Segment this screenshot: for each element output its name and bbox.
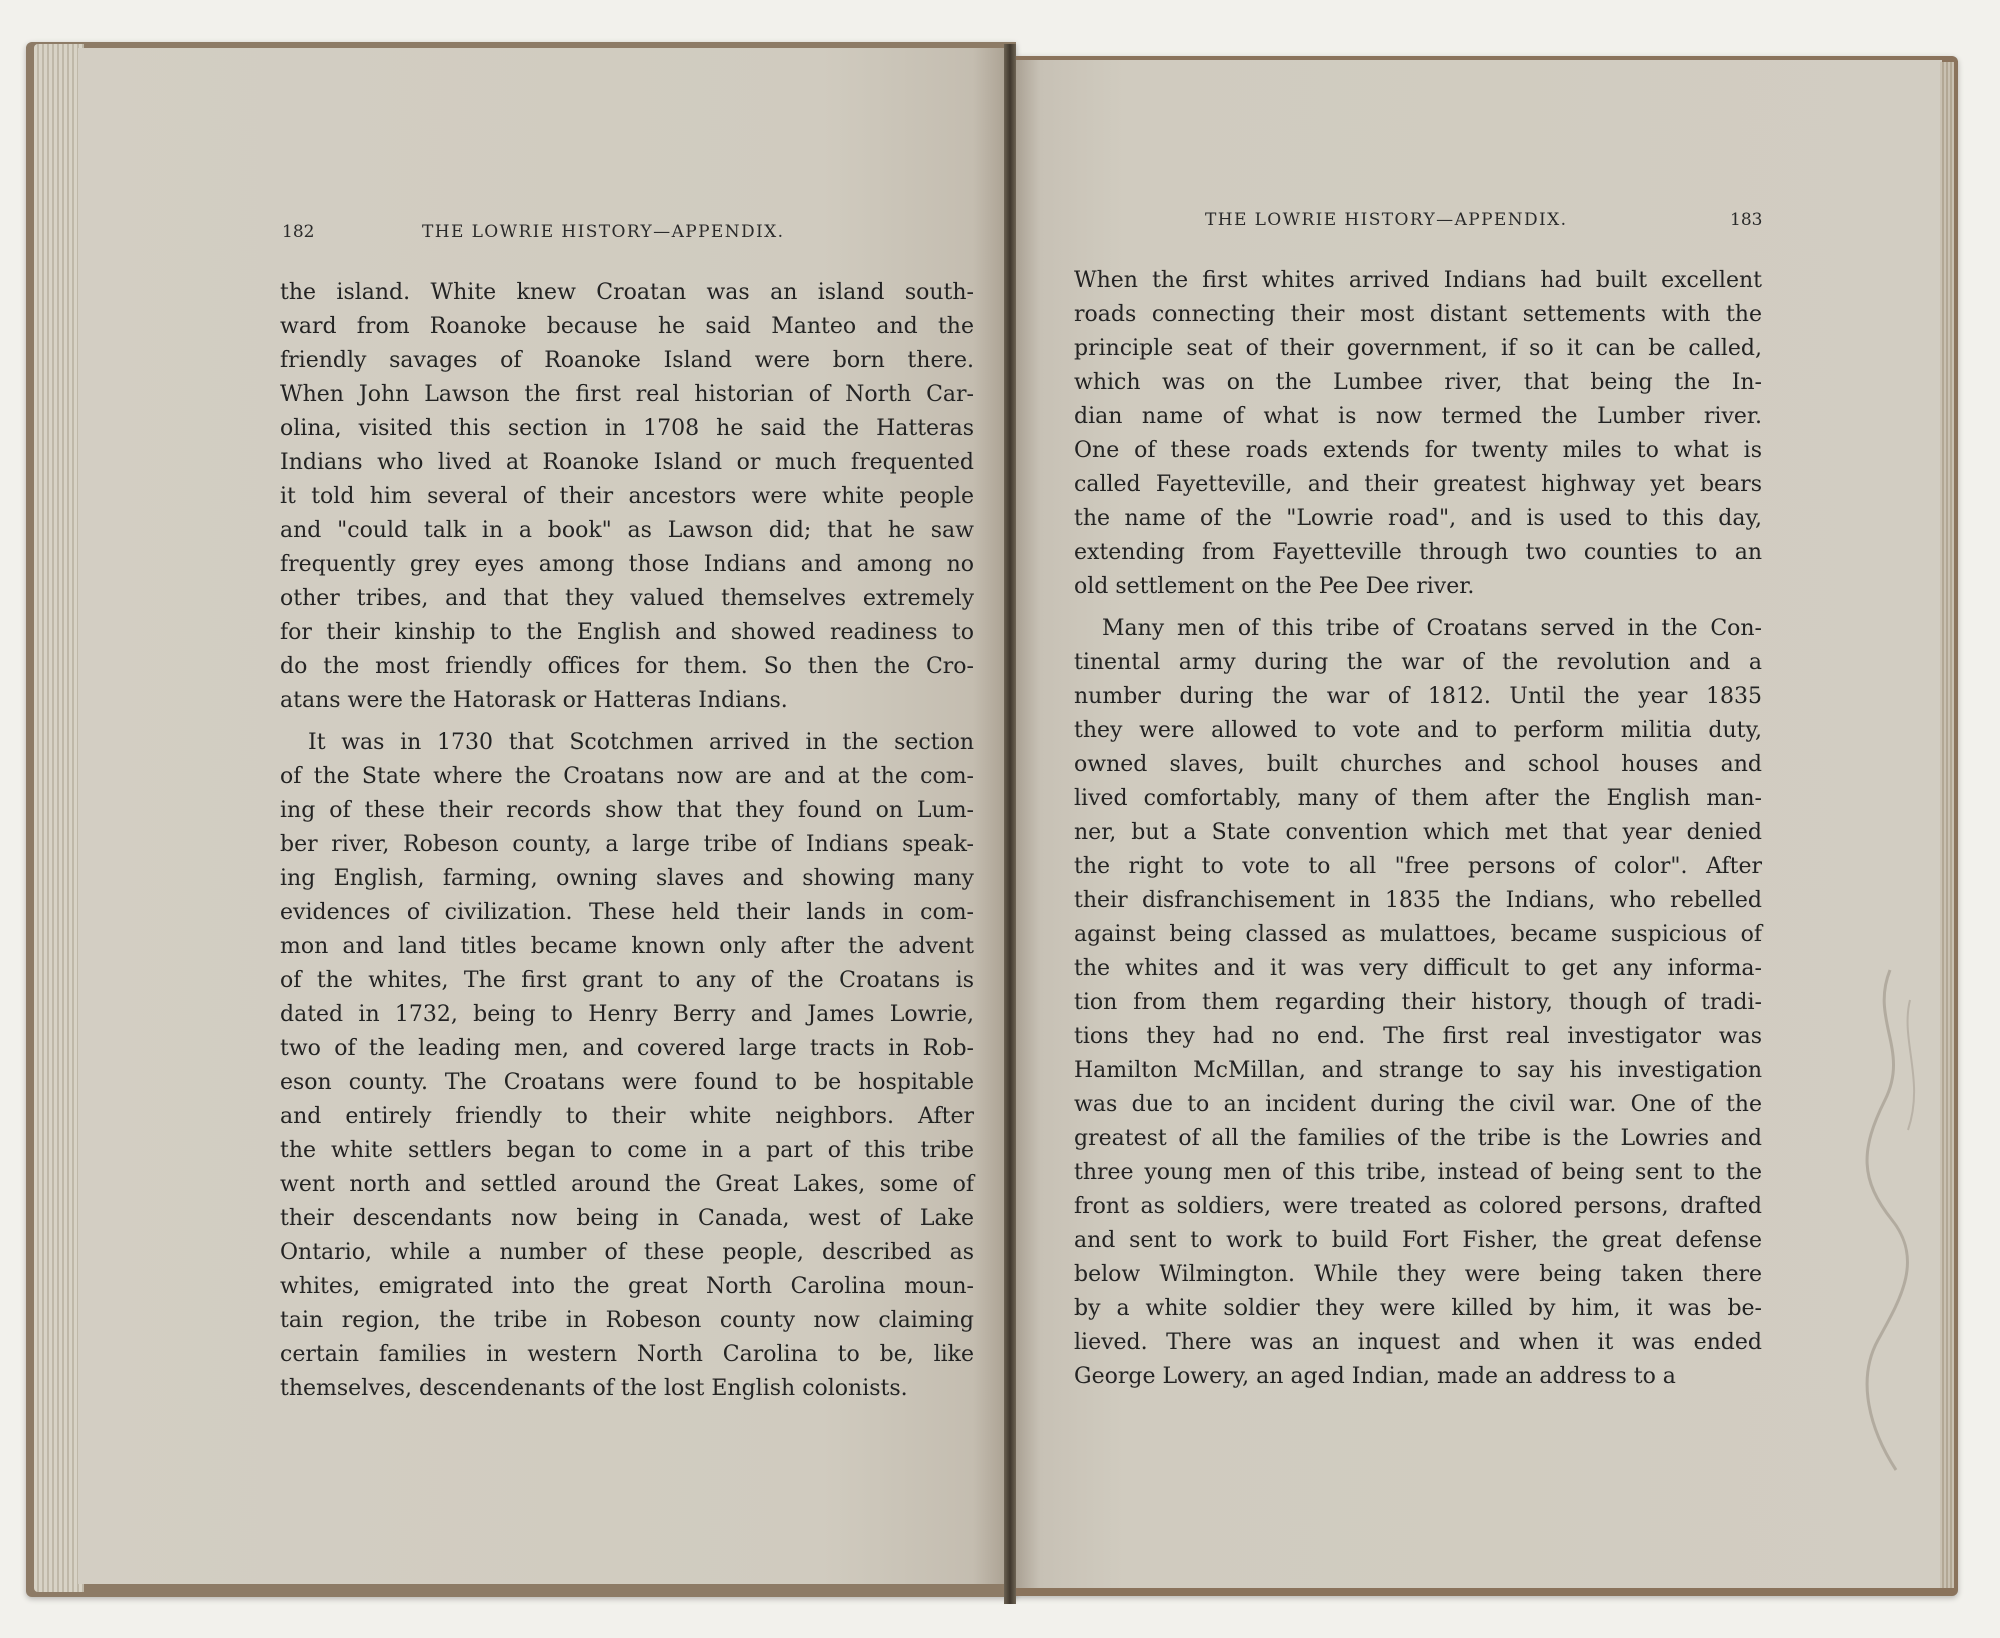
text-line: which was on the Lumbee river, that being the In- xyxy=(1074,370,1762,395)
text-line: called Fayetteville, and their greatest highway yet bears xyxy=(1074,472,1762,497)
left-page-number: 182 xyxy=(282,222,315,242)
text-line: their disfranchisement in 1835 the Indians, who rebelled xyxy=(1074,888,1762,913)
text-line: Indians who lived at Roanoke Island or much frequented xyxy=(280,450,974,475)
text-line: themselves, descendenants of the lost English colonists. xyxy=(280,1376,908,1401)
text-line: When the first whites arrived Indians had built excellent xyxy=(1074,268,1762,293)
text-line: ing of these their records show that they found on Lum- xyxy=(280,798,974,823)
text-line: lived comfortably, many of them after the English man- xyxy=(1074,786,1762,811)
text-line: tinental army during the war of the revolution and a xyxy=(1074,650,1762,675)
text-line: old settlement on the Pee Dee river. xyxy=(1074,574,1475,599)
text-line: for their kinship to the English and showed readiness to xyxy=(280,620,974,645)
text-line: the right to vote to all "free persons of color". After xyxy=(1074,854,1762,879)
text-line: tion from them regarding their history, though of tradi- xyxy=(1074,990,1762,1015)
text-line: Ontario, while a number of these people, described as xyxy=(280,1240,974,1265)
text-line: number during the war of 1812. Until the year 1835 xyxy=(1074,684,1762,709)
text-line: the island. White knew Croatan was an island south- xyxy=(280,280,974,305)
text-line: of the whites, The first grant to any of the Croatans is xyxy=(280,968,974,993)
text-line: ward from Roanoke because he said Manteo and the xyxy=(280,314,974,339)
text-line: the whites and it was very difficult to get any informa- xyxy=(1074,956,1762,981)
text-line: the white settlers began to come in a part of this tribe xyxy=(280,1138,974,1163)
text-line: whites, emigrated into the great North Carolina moun- xyxy=(280,1274,974,1299)
right-page-body xyxy=(1074,264,1762,1394)
text-line: they were allowed to vote and to perform militia duty, xyxy=(1074,718,1762,743)
text-line: two of the leading men, and covered large tracts in Rob- xyxy=(280,1036,974,1061)
text-line: George Lowery, an aged Indian, made an address to a xyxy=(1074,1364,1676,1389)
text-line: ing English, farming, owning slaves and showing many xyxy=(280,866,974,891)
text-line: evidences of civilization. These held their lands in com- xyxy=(280,900,974,925)
right-paragraph-2 xyxy=(1074,612,1762,1394)
text-line: atans were the Hatorask or Hatteras Indians. xyxy=(280,688,788,713)
book-gutter xyxy=(1004,44,1016,1604)
text-line: owned slaves, built churches and school houses and xyxy=(1074,752,1762,777)
text-line: mon and land titles became known only after the advent xyxy=(280,934,974,959)
text-line: front as soldiers, were treated as colored persons, drafted xyxy=(1074,1194,1762,1219)
text-line: certain families in western North Carolina to be, like xyxy=(280,1342,974,1367)
text-line: other tribes, and that they valued themselves extremely xyxy=(280,586,974,611)
text-line: the name of the "Lowrie road", and is used to this day, xyxy=(1074,506,1762,531)
left-paragraph-1 xyxy=(280,276,974,718)
right-page-number: 183 xyxy=(1730,210,1763,230)
text-line: Hamilton McMillan, and strange to say his investigation xyxy=(1074,1058,1762,1083)
text-line: extending from Fayetteville through two counties to an xyxy=(1074,540,1762,565)
text-line: their descendants now being in Canada, west of Lake xyxy=(280,1206,974,1231)
text-line: against being classed as mulattoes, became suspicious of xyxy=(1074,922,1762,947)
text-line: greatest of all the families of the tribe is the Lowries and xyxy=(1074,1126,1762,1151)
margin-pencil-annotation xyxy=(1830,960,1940,1480)
text-line: lieved. There was an inquest and when it was ended xyxy=(1074,1330,1762,1355)
page-edges-right xyxy=(1940,62,1954,1588)
text-line: eson county. The Croatans were found to be hospitable xyxy=(280,1070,974,1095)
page-edges-left xyxy=(34,44,84,1592)
text-line: Many men of this tribe of Croatans served in the Con- xyxy=(1102,616,1762,641)
text-line: One of these roads extends for twenty miles to what is xyxy=(1074,438,1762,463)
right-running-head: THE LOWRIE HISTORY—APPENDIX. xyxy=(1205,210,1568,230)
text-line: below Wilmington. While they were being taken there xyxy=(1074,1262,1762,1287)
text-line: ner, but a State convention which met that year denied xyxy=(1074,820,1762,845)
text-line: by a white soldier they were killed by him, it was be- xyxy=(1074,1296,1762,1321)
text-line: olina, visited this section in 1708 he said the Hatteras xyxy=(280,416,974,441)
left-running-head: THE LOWRIE HISTORY—APPENDIX. xyxy=(422,222,785,242)
text-line: it told him several of their ancestors were white people xyxy=(280,484,974,509)
text-line: principle seat of their government, if so it can be called, xyxy=(1074,336,1762,361)
text-line: and entirely friendly to their white neighbors. After xyxy=(280,1104,974,1129)
left-paragraph-2 xyxy=(280,726,974,1406)
text-line: friendly savages of Roanoke Island were born there. xyxy=(280,348,974,373)
text-line: When John Lawson the first real historian of North Car- xyxy=(280,382,974,407)
text-line: dated in 1732, being to Henry Berry and James Lowrie, xyxy=(280,1002,974,1027)
right-paragraph-1 xyxy=(1074,264,1762,604)
text-line: and sent to work to build Fort Fisher, the great defense xyxy=(1074,1228,1762,1253)
text-line: do the most friendly offices for them. So then the Cro- xyxy=(280,654,974,679)
text-line: ber river, Robeson county, a large tribe of Indians speak- xyxy=(280,832,974,857)
text-line: dian name of what is now termed the Lumber river. xyxy=(1074,404,1762,429)
text-line: tions they had no end. The first real investigator was xyxy=(1074,1024,1762,1049)
text-line: of the State where the Croatans now are and at the com- xyxy=(280,764,974,789)
text-line: went north and settled around the Great Lakes, some of xyxy=(280,1172,974,1197)
left-page-body xyxy=(280,276,974,1406)
text-line: frequently grey eyes among those Indians and among no xyxy=(280,552,974,577)
text-line: tain region, the tribe in Robeson county now claiming xyxy=(280,1308,974,1333)
text-line: roads connecting their most distant settements with the xyxy=(1074,302,1762,327)
text-line: three young men of this tribe, instead of being sent to the xyxy=(1074,1160,1762,1185)
text-line: was due to an incident during the civil war. One of the xyxy=(1074,1092,1762,1117)
text-line: It was in 1730 that Scotchmen arrived in the section xyxy=(308,730,974,755)
text-line: and "could talk in a book" as Lawson did; that he saw xyxy=(280,518,974,543)
